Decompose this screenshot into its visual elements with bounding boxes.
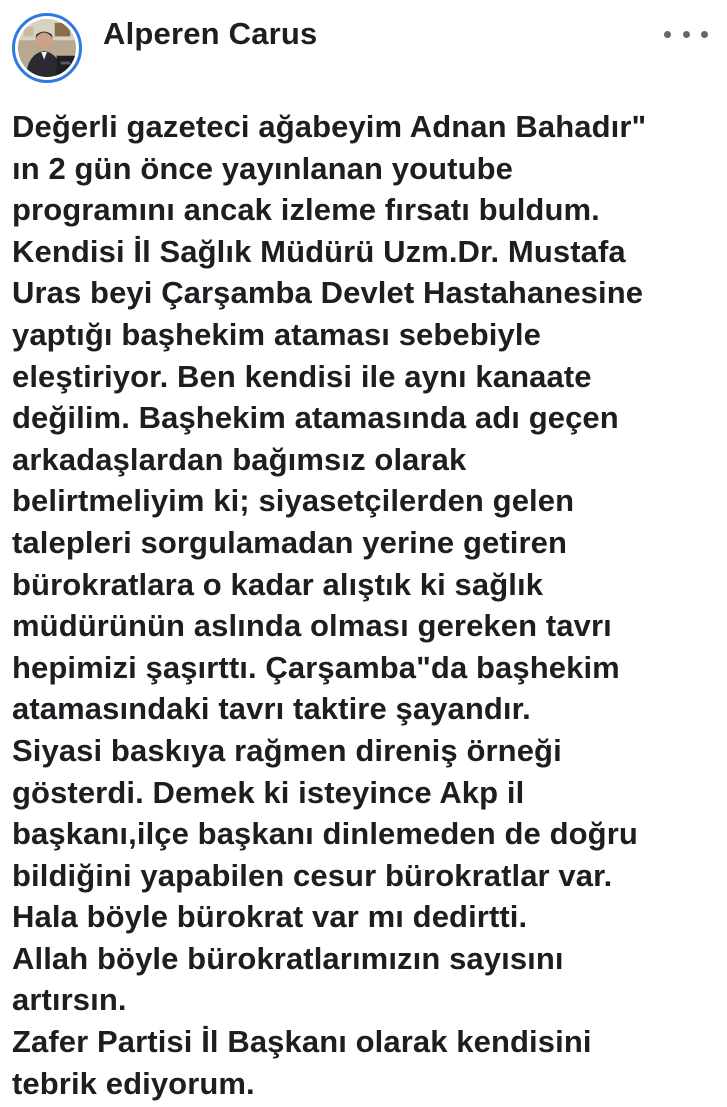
post-text-line: değilim. Başhekim atamasında adı geçen bbox=[12, 400, 619, 436]
post-text-line: tebrik ediyorum. bbox=[12, 1065, 255, 1101]
post-text-line: hepimizi şaşırttı. Çarşambaʺda başhekim bbox=[12, 649, 620, 685]
post-text-line: talepleri sorgulamadan yerine getiren bbox=[12, 524, 567, 560]
post-text bbox=[12, 106, 717, 1104]
post-text-line: arkadaşlardan bağımsız olarak bbox=[12, 441, 467, 477]
post-text-line: artırsın. bbox=[12, 982, 127, 1018]
post-text-line: Değerli gazeteci ağabeyim Adnan Bahadırʺ bbox=[12, 109, 647, 144]
post-text-line: başkanı,ilçe başkanı dinlemeden de doğru bbox=[12, 816, 638, 852]
post-text-line: belirtmeliyim ki; siyasetçilerden gelen bbox=[12, 483, 575, 519]
post-text-line: Uras beyi Çarşamba Devlet Hastahanesine bbox=[12, 275, 644, 311]
post-text-line: Hala böyle bürokrat var mı dedirtti. bbox=[12, 899, 528, 935]
author-name[interactable]: Alperen Carus bbox=[103, 16, 318, 51]
post-text-line: Kendisi İl Sağlık Müdürü Uzm.Dr. Mustafa bbox=[12, 233, 626, 269]
avatar-story-ring[interactable] bbox=[12, 13, 82, 83]
post-text-line: müdürünün aslında olması gereken tavrı bbox=[12, 608, 612, 644]
more-horizontal-icon bbox=[664, 31, 671, 38]
post-text-line: ın 2 gün önce yayınlanan youtube bbox=[12, 150, 514, 186]
post-text-line: yaptığı başhekim ataması sebebiyle bbox=[12, 316, 541, 352]
post-text-line: Siyasi baskıya rağmen direniş örneği bbox=[12, 732, 562, 768]
more-options-button[interactable] bbox=[664, 22, 708, 46]
post-text-line: bürokratlara o kadar alıştık ki sağlık bbox=[12, 566, 544, 602]
post-text-line: programını ancak izleme fırsatı buldum. bbox=[12, 192, 600, 228]
more-horizontal-icon bbox=[683, 31, 690, 38]
avatar[interactable] bbox=[18, 19, 76, 77]
post-text-line: atamasındaki tavrı taktire şayandır. bbox=[12, 691, 531, 727]
post-text-line: Zafer Partisi İl Başkanı olarak kendisini bbox=[12, 1024, 592, 1060]
post-text-line: gösterdi. Demek ki isteyince Akp il bbox=[12, 774, 525, 810]
more-horizontal-icon bbox=[701, 31, 708, 38]
post-text-line: Allah böyle bürokratlarımızın sayısını bbox=[12, 940, 564, 976]
post-header bbox=[0, 0, 727, 105]
post-text-line: bildiğini yapabilen cesur bürokratlar var. bbox=[12, 857, 613, 893]
post-text-line: eleştiriyor. Ben kendisi ile aynı kanaate bbox=[12, 358, 592, 394]
